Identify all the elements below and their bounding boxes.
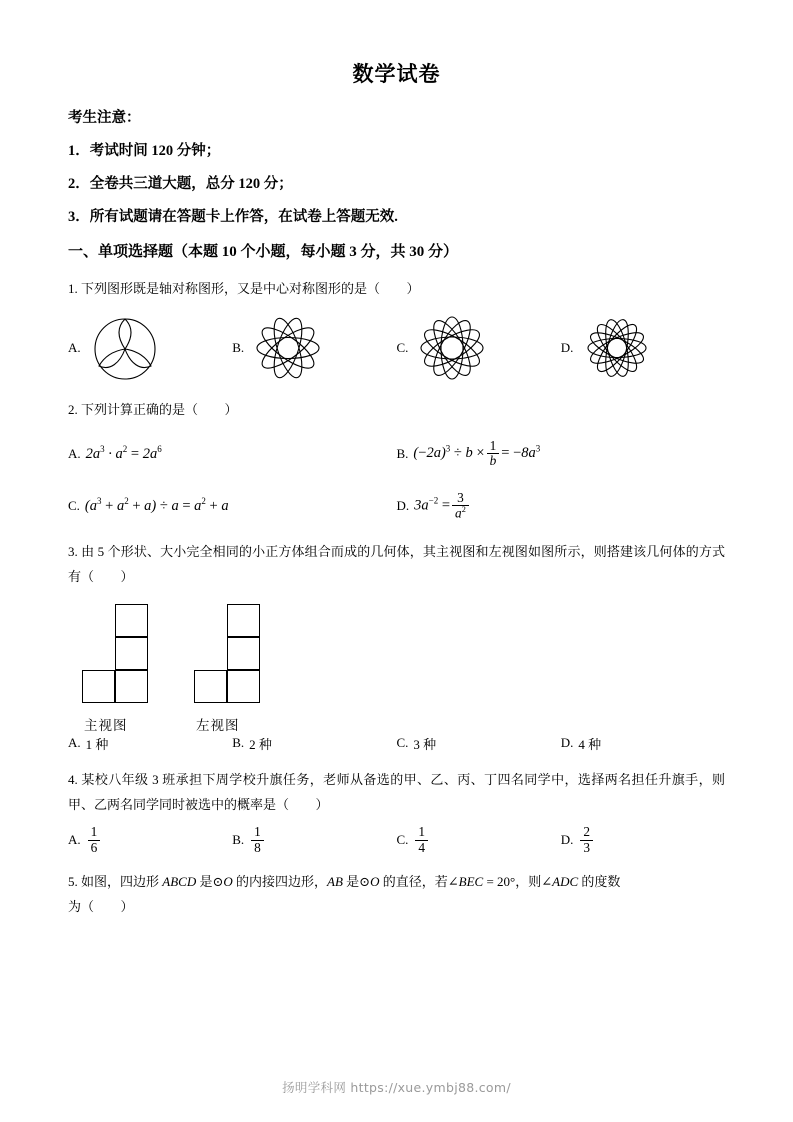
rosette-3-in-circle-icon [86,311,164,385]
rosette-7-icon [578,311,656,385]
question-2 [68,397,725,422]
fraction-numerator: 1 [254,824,261,840]
question-2-option-d[interactable] [397,491,726,521]
option-label: A. [68,340,81,356]
fraction-numerator: 1 [90,824,98,840]
question-5-stem-line-2: 为（ ） [68,899,134,915]
question-4-options [68,825,725,855]
option-label: A. [68,735,81,750]
question-5 [68,869,725,920]
grid-cell [227,604,260,637]
notice-heading: 考生注意： [68,110,141,127]
notice-item-3: 3．所有试题请在答题卡上作答，在试卷上答题无效. [68,208,398,225]
fraction-denominator: 6 [88,840,101,855]
question-2-option-a[interactable] [68,439,397,469]
question-1-option-b[interactable] [232,311,396,385]
grid-cell [115,637,148,670]
option-fraction [578,825,595,855]
question-2-option-c[interactable] [68,491,397,521]
grid-cell [115,670,148,703]
option-fraction [86,825,103,855]
left-view-diagram [194,604,260,734]
left-view-caption: 左视图 [196,717,240,733]
option-label: B. [232,735,245,750]
question-4-option-a[interactable] [68,825,232,855]
option-expression: $3a^{-2}$ = $\frac{3}{a^2}$ [414,491,471,521]
grid-cell [227,637,260,670]
question-3-option-b[interactable] [232,734,396,753]
option-label: D. [396,497,410,513]
fraction-numerator: 2 [583,824,591,840]
page-title: 数学试卷 [352,62,441,86]
question-3-stem: 3. 由 5 个形状、大小完全相同的小正方体组合而成的几何体，其主视图和左视图如图所示，则搭建该几何体的方式有（ ） [68,543,725,585]
question-4-option-b[interactable] [232,825,396,855]
option-text: 3 种 [413,736,437,752]
option-text: 1 种 [85,736,109,752]
option-text: 2 种 [249,736,272,752]
left-view-grid [194,604,260,703]
option-fraction [249,825,266,855]
option-label: C. [396,832,409,848]
footer-watermark: 扬明学科网 https://xue.ymbj88.com/ [282,1080,511,1095]
front-view-grid [82,604,148,703]
question-1-option-d[interactable] [561,311,725,385]
question-4-option-d[interactable] [561,825,725,855]
rosette-5-icon [249,311,327,385]
option-label: D. [560,735,574,750]
section-heading-multiple-choice: 一、单项选择题（本题 10 个小题，每小题 3 分，共 30 分） [68,243,459,260]
question-1-option-a[interactable] [68,311,232,385]
question-4-stem: 4. 某校八年级 3 班承担下周学校升旗任务，老师从备选的甲、乙、丙、丁四名同学中，选择两名担任升旗手，则甲、乙两名同学同时被选中的概率是（ ） [68,771,725,812]
rosette-6-icon [413,311,491,385]
grid-cell [82,670,115,703]
grid-cell [194,670,227,703]
option-expression: $(a^3 + a^2 + a) \div a = a^2 + a$ [84,496,229,515]
exam-notice-block [68,109,725,226]
option-label: B. [232,832,245,848]
question-4 [68,767,725,818]
question-1-options [68,311,725,385]
fraction-numerator: 1 [418,824,426,840]
option-label: B. [396,445,409,461]
option-label: C. [396,735,409,750]
fraction-denominator: 4 [415,840,428,855]
question-1-stem: 1. 下列图形既是轴对称图形，又是中心对称图形的是（ ） [68,281,420,297]
question-5-stem: 5. 如图，四边形 ABCD 是⊙O 的内接四边形，AB 是⊙O 的直径，若∠BEC = 20°，则∠ADC 的度数 [68,874,621,889]
option-expression: $2a^3 \cdot a^2 = 2a^6$ [85,444,162,463]
front-view-diagram [82,604,148,734]
question-3-options [68,734,725,753]
question-2-option-b[interactable] [397,439,726,469]
question-3 [68,539,725,590]
option-expression: $(-2a)^3 \div b$ × $\frac{1}{b}$ = $-8a^3$ [413,437,541,469]
option-label: D. [560,340,574,356]
question-3-view-diagrams [74,604,725,732]
option-fraction [413,825,430,855]
option-label: C. [396,340,409,356]
grid-cell [227,670,260,703]
option-text: 4 种 [578,736,602,752]
option-label: A. [68,832,81,848]
fraction-denominator: 3 [580,840,593,855]
question-3-option-d[interactable] [561,734,725,753]
front-view-caption: 主视图 [84,717,128,733]
option-label: A. [68,445,81,461]
fraction-denominator: 8 [251,840,264,855]
option-label: D. [560,832,574,848]
question-4-option-c[interactable] [397,825,561,855]
grid-cell [115,604,148,637]
question-3-option-a[interactable] [68,734,232,753]
option-label: C. [68,497,80,513]
notice-item-1: 1．考试时间 120 分钟； [68,143,221,160]
question-2-options-row-1 [68,439,725,469]
question-3-option-c[interactable] [397,734,561,753]
question-1 [68,276,725,301]
question-2-options-row-2 [68,491,725,521]
option-label: B. [232,340,245,356]
question-1-option-c[interactable] [397,311,561,385]
question-2-stem: 2. 下列计算正确的是（ ） [68,402,238,418]
notice-item-2: 2．全卷共三道大题，总分 120 分； [68,175,293,192]
